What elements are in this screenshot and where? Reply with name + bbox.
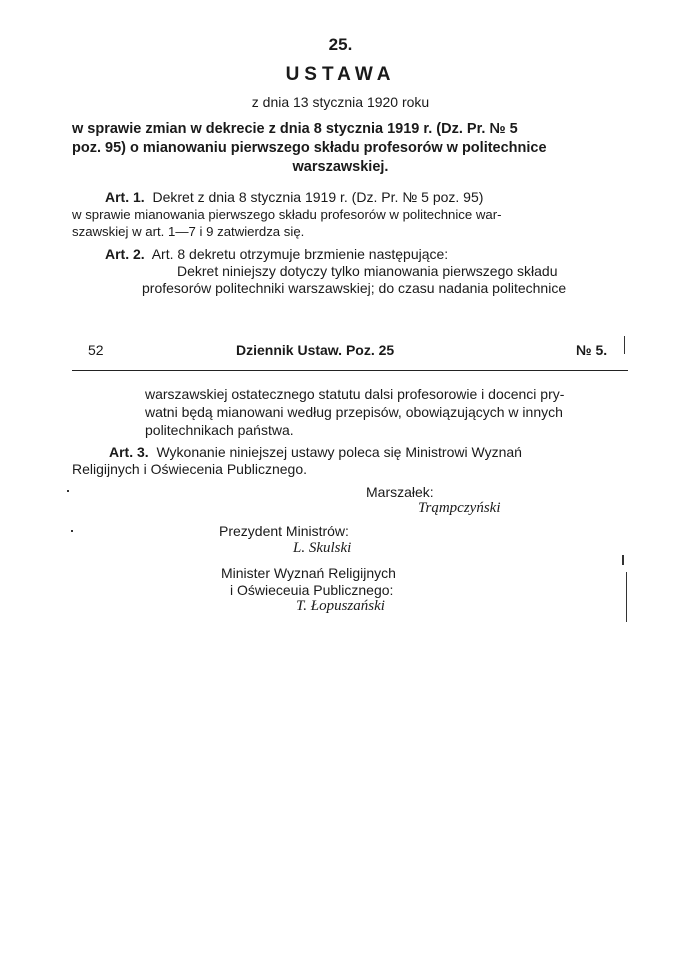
- heading-line-1: w sprawie zmian w dekrecie z dnia 8 stycznia 1919 r. (Dz. Pr. № 5: [72, 121, 518, 137]
- article-2-label: Art. 2.: [105, 246, 145, 262]
- scan-speck: [71, 530, 73, 532]
- document-title: USTAWA: [285, 64, 396, 85]
- minister-title-line-2: i Oświeceuia Publicznego:: [230, 582, 394, 598]
- marshal-title: Marszałek:: [366, 484, 434, 500]
- article-2-line-2: Dekret niniejszy dotyczy tylko mianowania pierwszego składu: [177, 263, 558, 279]
- article-2-line-3: profesorów politechniki warszawskiej; do czasu nadania politechnice: [142, 280, 567, 296]
- continuation-line-1: warszawskiej ostatecznego statutu dalsi profesorowie i docenci pry-: [145, 386, 565, 402]
- article-3-line-2: Religijnych i Oświecenia Publicznego.: [72, 461, 308, 477]
- article-2-line-1: [105, 246, 448, 262]
- minister-name: T. Łopuszański: [296, 598, 385, 614]
- law-number: 25.: [328, 35, 353, 54]
- article-1-label: Art. 1.: [105, 189, 145, 205]
- scan-speck: [67, 490, 69, 492]
- article-1-line-1: [105, 189, 483, 205]
- marshal-name: Trąmpczyński: [418, 500, 501, 516]
- article-1-line-2: w sprawie mianowania pierwszego składu profesorów w politechnice war-: [72, 207, 502, 222]
- scan-speck: [622, 555, 624, 565]
- heading-line-2: poz. 95) o mianowaniu pierwszego składu profesorów w politechnice: [72, 140, 547, 156]
- issue-number: № 5.: [576, 342, 608, 358]
- prime-minister-title: Prezydent Ministrów:: [219, 523, 349, 539]
- minister-title-line-1: Minister Wyznań Religijnych: [221, 565, 396, 581]
- scan-speck: [626, 572, 627, 622]
- page-number: 52: [88, 342, 104, 358]
- article-1-line-3: szawskiej w art. 1—7 i 9 zatwierdza się.: [72, 224, 305, 239]
- law-date: z dnia 13 stycznia 1920 roku: [251, 94, 430, 110]
- article-1-text: Dekret z dnia 8 stycznia 1919 r. (Dz. Pr. № 5 poz. 95): [152, 189, 484, 205]
- prime-minister-name: L. Skulski: [293, 540, 352, 556]
- header-rule: [72, 370, 628, 371]
- article-3-line-1: [109, 444, 522, 460]
- heading-line-3: warszawskiej.: [292, 159, 389, 175]
- continuation-line-2: watni będą mianowani według przepisów, obowiązujących w innych: [145, 404, 563, 420]
- article-2-text: Art. 8 dekretu otrzymuje brzmienie następujące:: [151, 246, 449, 262]
- scan-speck: [624, 336, 625, 354]
- article-3-label: Art. 3.: [109, 444, 149, 460]
- journal-reference: Dziennik Ustaw. Poz. 25: [236, 342, 395, 358]
- article-3-text: Wykonanie niniejszej ustawy poleca się Ministrowi Wyznań: [156, 444, 522, 460]
- continuation-line-3: politechnikach państwa.: [145, 422, 294, 438]
